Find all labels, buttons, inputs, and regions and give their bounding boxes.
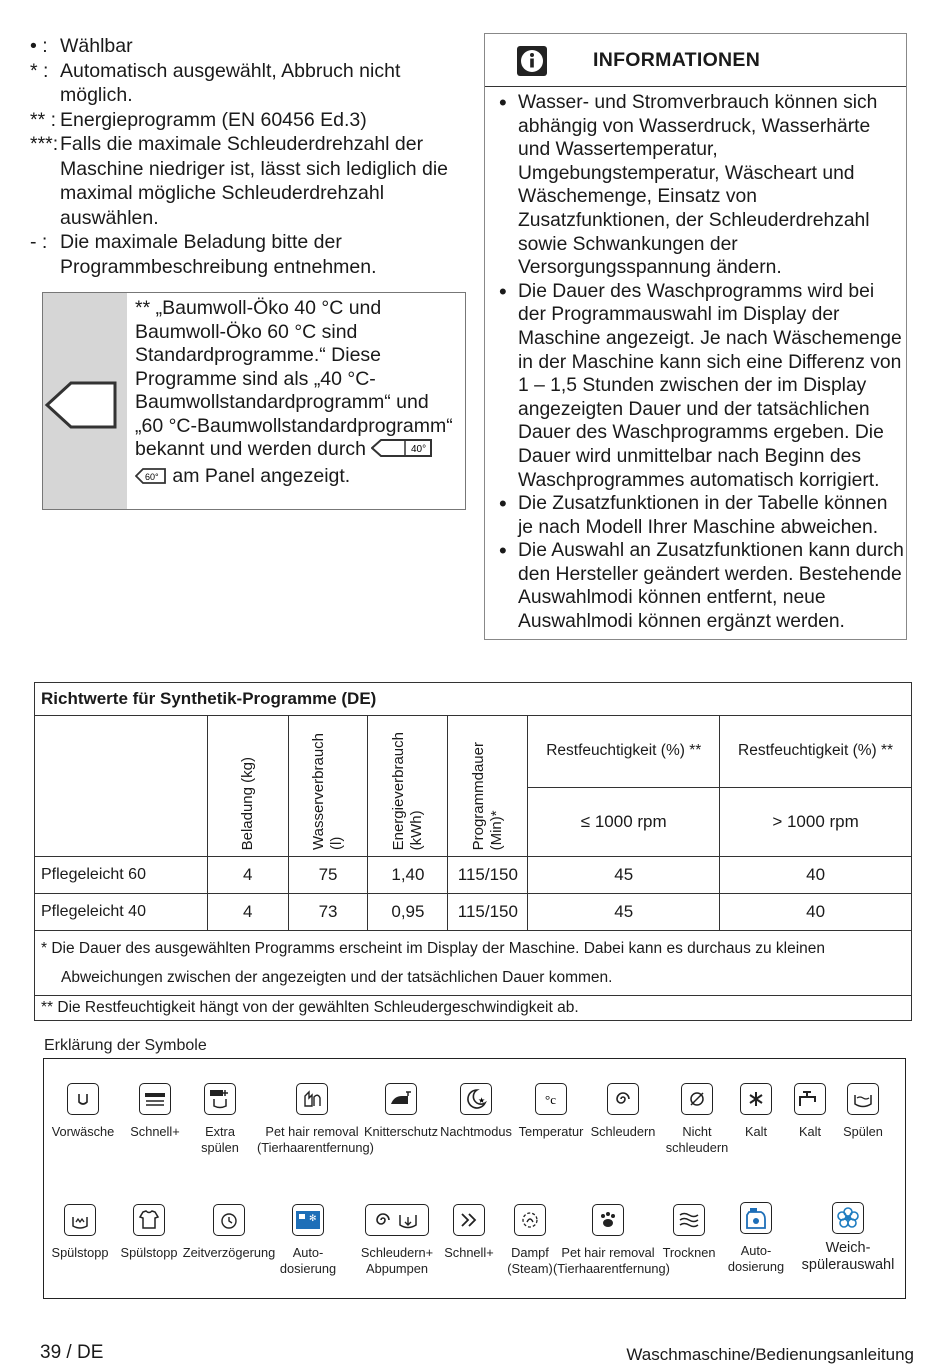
- tag-40-icon: [371, 438, 433, 465]
- moon-icon: [460, 1083, 492, 1115]
- header-rpm-low: ≤ 1000 rpm: [528, 787, 720, 857]
- info-list: [485, 87, 906, 634]
- steam-icon: [514, 1204, 546, 1236]
- symbol-item: Spülstopp: [94, 1204, 204, 1261]
- page-number: 39 / DE: [40, 1342, 104, 1363]
- legend-item: ** : Energieprogramm (EN 60456 Ed.3): [30, 108, 367, 131]
- info-box: [484, 33, 907, 640]
- legend-item: • : Wählbar: [30, 35, 133, 57]
- info-title: INFORMATIONEN: [593, 49, 761, 71]
- symbol-item: Pet hair removal (Tierhaarentfernung): [553, 1204, 663, 1276]
- symbol-item: °c Temperatur: [496, 1083, 606, 1140]
- table-title: Richtwerte für Synthetik-Programme (DE): [35, 683, 912, 716]
- symbol-item: Spülen: [808, 1083, 918, 1140]
- header-wasser: Wasserverbrauch (l): [288, 716, 368, 857]
- paw-icon: [592, 1204, 624, 1236]
- symbol-item: ★ Nachtmodus: [421, 1083, 531, 1140]
- header-dauer: Programmdauer (Min)*: [448, 716, 528, 857]
- table-footnote: ** Die Restfeuchtigkeit hängt von der gewählten Schleudergeschwindigkeit ab.: [35, 996, 912, 1021]
- table-footnote: * Die Dauer des ausgewählten Programms erscheint im Display der Maschine. Dabei kann es durchaus zu kleinen Abweichungen zwischen der angezeigten und der tatsächlichen Dauer kommen.: [35, 931, 912, 996]
- header-energie: Energieverbrauch (kWh): [368, 716, 448, 857]
- svg-text:✻: ✻: [309, 1214, 317, 1224]
- detergent-bottle-icon: [740, 1202, 772, 1234]
- table-row: Pflegeleicht 60 4 75 1,40 115/150 45 40: [35, 857, 912, 894]
- temperature-icon: [535, 1083, 567, 1115]
- info-icon: [517, 46, 547, 76]
- symbol-item: Schnell+: [414, 1204, 524, 1261]
- symbol-item: Trocknen: [634, 1204, 744, 1261]
- info-header: [485, 34, 906, 87]
- symbols-title: Erklärung der Symbole: [44, 1037, 207, 1054]
- info-item: • Die Zusatzfunktionen in der Tabelle können je nach Modell Ihrer Maschine abweichen.: [485, 492, 906, 539]
- rinse-icon: [847, 1083, 879, 1115]
- header-rpm-high: > 1000 rpm: [720, 787, 912, 857]
- tag-icon: [43, 293, 127, 509]
- symbol-item: Kalt: [755, 1083, 865, 1140]
- symbols-box: [43, 1058, 906, 1299]
- symbol-item: Dampf (Steam): [475, 1204, 585, 1276]
- pet-hair-icon: [296, 1083, 328, 1115]
- prewash-icon: [67, 1083, 99, 1115]
- softener-flower-icon: [832, 1202, 864, 1234]
- symbol-item: Kalt: [701, 1083, 811, 1140]
- legend-item: - : Die maximale Beladung bitte der Programmbeschreibung entnehmen.: [30, 231, 377, 278]
- symbol-item: Spülstopp: [25, 1204, 135, 1261]
- symbol-item: Vorwäsche: [28, 1083, 138, 1140]
- legend: [30, 34, 460, 279]
- legend-item: ***: Falls die maximale Schleuderdrehzahl der Maschine niedriger ist, lässt sich lediglich die maximal mögliche Schleuderdrehzahl auswählen.: [30, 133, 449, 229]
- note-side: [43, 293, 127, 509]
- legend-item: * : Automatisch ausgewählt, Abbruch nicht möglich.: [30, 59, 401, 106]
- shirt-icon: [133, 1204, 165, 1236]
- symbol-item: Schleudern: [568, 1083, 678, 1140]
- table-row: Pflegeleicht 40 4 73 0,95 115/150 45 40: [35, 894, 912, 931]
- plus-rinse-icon: [204, 1083, 236, 1115]
- symbol-item: Nicht schleudern: [642, 1083, 752, 1155]
- symbol-item: Extra spülen: [165, 1083, 275, 1155]
- svg-text:40°: 40°: [411, 444, 427, 455]
- info-item: • Die Auswahl an Zusatzfunktionen kann durch den Hersteller geändert werden. Bestehende Auswahlmodi können entfernt, neue Auswahlmodi können ergänzt werden.: [485, 539, 906, 633]
- clock-icon: [213, 1204, 245, 1236]
- header-rest1: Restfeuchtigkeit (%) **: [528, 716, 720, 788]
- spin-icon: [607, 1083, 639, 1115]
- info-item: • Wasser- und Stromverbrauch können sich abhängig von Wasserdruck, Wasserhärte und Wassertemperatur, Umgebungstemperatur, Wäscheart und Wäschemenge, Einsatz von Zusatzfunktionen, der Schleuderdrehzahl sowie Schwankungen der Versorgungsspannung ändern.: [485, 91, 906, 280]
- header-beladung: Beladung (kg): [207, 716, 288, 857]
- svg-text:°c: °c: [545, 1092, 556, 1107]
- svg-text:★: ★: [478, 1096, 486, 1105]
- tag-60-icon: [135, 467, 167, 492]
- symbol-item: Schnell+: [100, 1083, 210, 1140]
- header-rest2: Restfeuchtigkeit (%) **: [720, 716, 912, 788]
- symbol-item: ✻ Auto- dosierung: [253, 1204, 363, 1276]
- symbol-item: Pet hair removal (Tierhaarentfernung): [257, 1083, 367, 1155]
- symbol-item: Knitterschutz: [346, 1083, 456, 1140]
- auto-dosing-icon: [292, 1204, 324, 1236]
- table-empty-header: [35, 716, 208, 857]
- document-title: Waschmaschine/Bedienungsanleitung: [626, 1345, 914, 1364]
- standard-program-note: [42, 292, 466, 510]
- iron-icon: [385, 1083, 417, 1115]
- svg-text:60°: 60°: [145, 471, 159, 482]
- symbol-item: Weich- spülerauswahl: [793, 1202, 903, 1274]
- note-text: ** „Baumwoll-Öko 40 °C und Baumwoll-Öko 60 °C sind Standardprogramme.“ Diese Programme sind als „40 °C-Baumwollstandardprogramm“ und „60 °C-Baumwollstandardprogramm“ bekannt und werden durch 40° 60° am Panel angezeigt.: [127, 293, 465, 509]
- symbol-item: Zeitverzögerung: [174, 1204, 284, 1261]
- rinse-hold-icon: [64, 1204, 96, 1236]
- synthetic-programs-table: [34, 682, 912, 1021]
- symbol-item: Schleudern+ Abpumpen: [342, 1204, 452, 1276]
- symbol-item: Auto- dosierung: [701, 1202, 811, 1274]
- info-item: • Die Dauer des Waschprogramms wird bei der Programmauswahl im Display der Maschine angezeigt. Je nach Wäschemenge in der Maschine kann sich eine Differenz von 1 – 1,5 Stunden zwischen der im Display angezeigten Dauer und der tatsächlichen Dauer des Waschprogramms ergeben. Die Dauer wird unmittelbar nach Beginn des Waschprogrammes automatisch korrigiert.: [485, 280, 906, 492]
